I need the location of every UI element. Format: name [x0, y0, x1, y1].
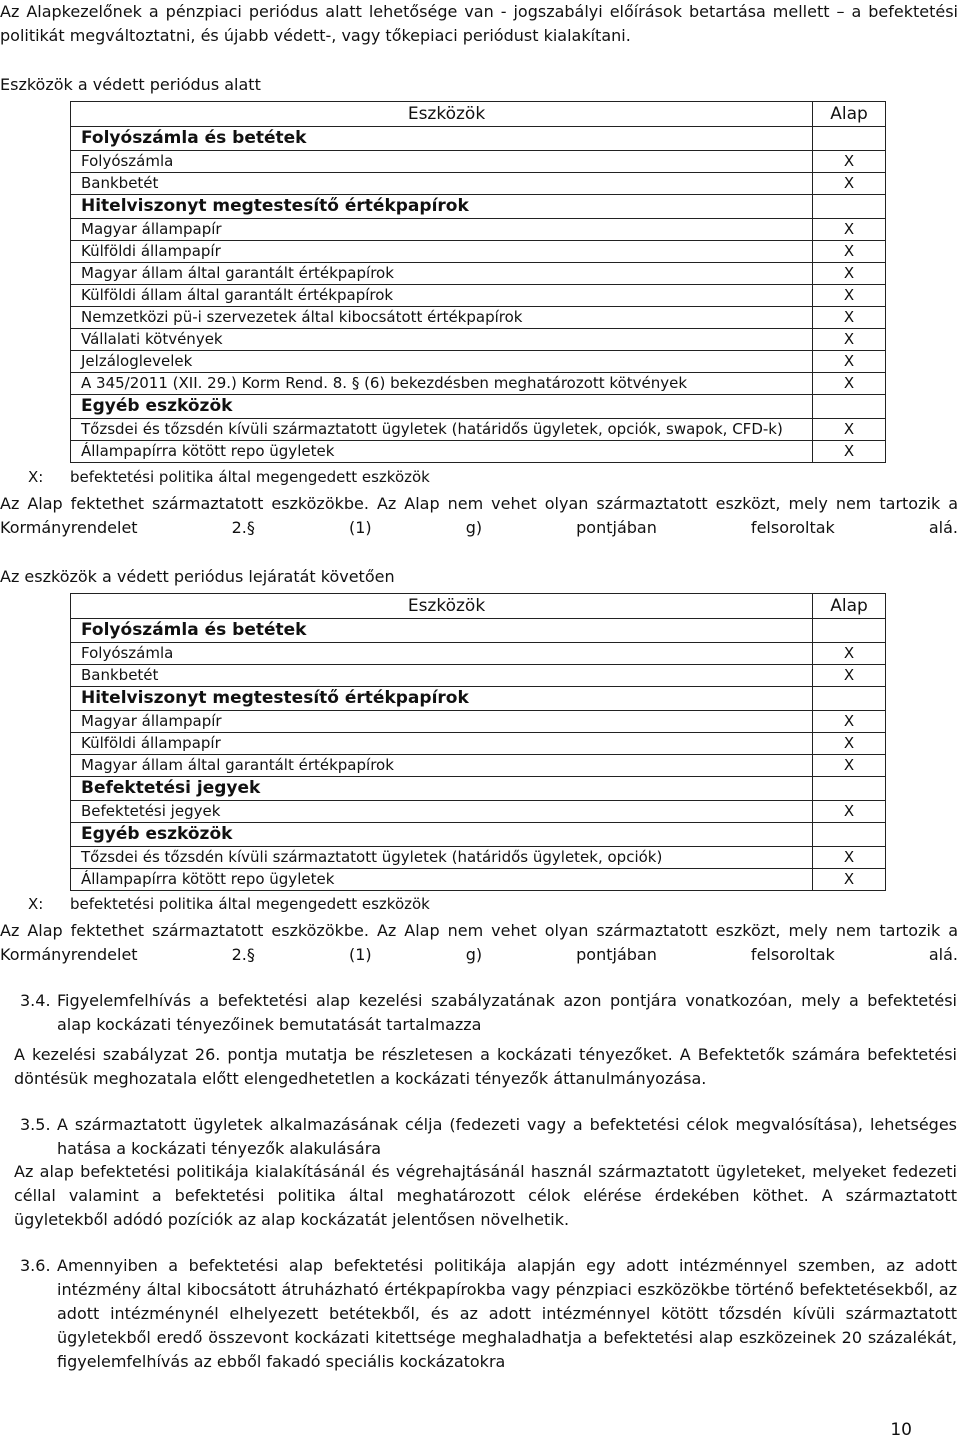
table-row [71, 173, 886, 195]
table-row [71, 285, 886, 307]
asset-label: Állampapírra kötött repo ügyletek [71, 441, 813, 463]
column-header-fund: Alap [813, 102, 886, 127]
section2-note: Az Alap fektethet származtatott eszközökbe. Az Alap nem vehet olyan származtatott eszközt, mely nem tartozik a Kormányrendelet 2.§ (1) g) pontjában felsoroltak alá. [0, 921, 958, 964]
asset-label: Állampapírra kötött repo ügyletek [71, 869, 813, 891]
table-row [71, 665, 886, 687]
allowed-mark [813, 777, 886, 801]
item-3-5-title: A származtatott ügyletek alkalmazásának célja (fedezeti vagy a befektetési célok megvalósítása), lehetséges hatása a kockázati tényezők alakulására [57, 1115, 957, 1158]
asset-label: Magyar állampapír [71, 219, 813, 241]
allowed-mark: X [813, 869, 886, 891]
allowed-mark [813, 395, 886, 419]
asset-label: A 345/2011 (XII. 29.) Korm Rend. 8. § (6) bekezdésben meghatározott kötvények [71, 373, 813, 395]
table-category-row [71, 395, 886, 419]
table-row [71, 711, 886, 733]
allowed-mark [813, 127, 886, 151]
assets-table-after-protected-period [70, 593, 886, 891]
allowed-mark: X [813, 441, 886, 463]
allowed-mark: X [813, 711, 886, 733]
asset-label: Magyar állam által garantált értékpapírok [71, 755, 813, 777]
item-3-5-body: Az alap befektetési politikája kialakításánál és végrehajtásánál használ származtatott ügyleteket, melyeket fedezeti céllal valamint a befektetési politika által meghatározott célok elérése érdekében köthet. A származtatott ügyletekből adódó pozíciók az alap kockázatát jelentősen növelhetik. [14, 1162, 957, 1229]
table-row [71, 307, 886, 329]
asset-label: Külföldi állampapír [71, 733, 813, 755]
item-3-6-title: Amennyiben a befektetési alap befektetési politikája alapján egy adott intézménnyel szemben, az adott intézmény által kibocsátott átruházható értékpapírokba vagy pénzpiaci eszközökbe történő befektetésekből, az adott intézménynél elhelyezett betétekből, és az adott intézménnyel kötött tőzsdén kívüli származtatott ügyletekből eredő összevont kockázati kitettsége meghaladhatja a befektetési alap eszközeinek 20 százalékát, figyelemfelhívás az ebből fakadó speciális kockázatokra [57, 1256, 957, 1371]
column-header-assets: Eszközök [71, 594, 813, 619]
allowed-mark: X [813, 329, 886, 351]
table-row [71, 801, 886, 823]
category-label: Hitelviszonyt megtestesítő értékpapírok [71, 687, 813, 711]
item-3-6-number: 3.6. [20, 1256, 51, 1275]
table-category-row [71, 127, 886, 151]
table-row [71, 755, 886, 777]
allowed-mark: X [813, 241, 886, 263]
table-row [71, 847, 886, 869]
item-3-4-title: Figyelemfelhívás a befektetési alap kezelési szabályzatának azon pontjára vonatkozóan, mely a befektetési alap kockázati tényezőinek bemutatását tartalmazza [57, 991, 957, 1034]
asset-label: Magyar állam által garantált értékpapírok [71, 263, 813, 285]
column-header-assets: Eszközök [71, 102, 813, 127]
allowed-mark: X [813, 755, 886, 777]
table-row [71, 419, 886, 441]
table-row [71, 351, 886, 373]
table-row [71, 151, 886, 173]
asset-label: Tőzsdei és tőzsdén kívüli származtatott ügyletek (határidős ügyletek, opciók, swapok, CFD-k) [71, 419, 813, 441]
asset-label: Folyószámla [71, 151, 813, 173]
assets-table-protected-period [70, 101, 886, 463]
table-row [71, 373, 886, 395]
asset-label: Magyar állampapír [71, 711, 813, 733]
asset-label: Külföldi állampapír [71, 241, 813, 263]
allowed-mark: X [813, 665, 886, 687]
asset-label: Folyószámla [71, 643, 813, 665]
allowed-mark [813, 823, 886, 847]
allowed-mark: X [813, 307, 886, 329]
allowed-mark: X [813, 285, 886, 307]
legend-key: X: [28, 895, 44, 913]
table-category-row [71, 687, 886, 711]
allowed-mark: X [813, 733, 886, 755]
asset-label: Nemzetközi pü-i szervezetek által kibocsátott értékpapírok [71, 307, 813, 329]
item-3-4-number: 3.4. [20, 991, 51, 1010]
category-label: Folyószámla és betétek [71, 127, 813, 151]
category-label: Befektetési jegyek [71, 777, 813, 801]
item-3-5-number: 3.5. [20, 1115, 51, 1134]
table-row [71, 241, 886, 263]
table-header-row [71, 594, 886, 619]
table-header-row [71, 102, 886, 127]
allowed-mark [813, 687, 886, 711]
table-row [71, 733, 886, 755]
section2-heading: Az eszközök a védett periódus lejáratát követően [0, 567, 395, 586]
column-header-fund: Alap [813, 594, 886, 619]
table-row [71, 329, 886, 351]
table-category-row [71, 777, 886, 801]
allowed-mark: X [813, 419, 886, 441]
table-row [71, 219, 886, 241]
asset-label: Befektetési jegyek [71, 801, 813, 823]
table-category-row [71, 195, 886, 219]
allowed-mark: X [813, 173, 886, 195]
allowed-mark: X [813, 351, 886, 373]
allowed-mark: X [813, 263, 886, 285]
legend-text: befektetési politika által megengedett eszközök [70, 895, 430, 913]
allowed-mark [813, 619, 886, 643]
category-label: Folyószámla és betétek [71, 619, 813, 643]
intro-paragraph: Az Alapkezelőnek a pénzpiaci periódus alatt lehetősége van - jogszabályi előírások betartása mellett – a befektetési politikát megváltoztatni, és újabb védett-, vagy tőkepiaci periódust kialakítani. [0, 2, 958, 45]
section1-note: Az Alap fektethet származtatott eszközökbe. Az Alap nem vehet olyan származtatott eszközt, mely nem tartozik a Kormányrendelet 2.§ (1) g) pontjában felsoroltak alá. [0, 494, 958, 537]
legend-text: befektetési politika által megengedett eszközök [70, 468, 430, 486]
asset-label: Tőzsdei és tőzsdén kívüli származtatott ügyletek (határidős ügyletek, opciók) [71, 847, 813, 869]
allowed-mark: X [813, 643, 886, 665]
legend-key: X: [28, 468, 44, 486]
section1-heading: Eszközök a védett periódus alatt [0, 75, 261, 94]
allowed-mark [813, 195, 886, 219]
asset-label: Bankbetét [71, 665, 813, 687]
category-label: Egyéb eszközök [71, 823, 813, 847]
allowed-mark: X [813, 373, 886, 395]
allowed-mark: X [813, 847, 886, 869]
table-row [71, 643, 886, 665]
table-category-row [71, 823, 886, 847]
page-number: 10 [890, 1420, 912, 1440]
allowed-mark: X [813, 219, 886, 241]
asset-label: Jelzáloglevelek [71, 351, 813, 373]
table-row [71, 263, 886, 285]
allowed-mark: X [813, 801, 886, 823]
table-row [71, 869, 886, 891]
item-3-4-body: A kezelési szabályzat 26. pontja mutatja be részletesen a kockázati tényezőket. A Befektetők számára befektetési döntésük meghozatala előtt elengedhetetlen a kockázati tényezők áttanulmányozása. [14, 1045, 957, 1088]
table-category-row [71, 619, 886, 643]
allowed-mark: X [813, 151, 886, 173]
asset-label: Vállalati kötvények [71, 329, 813, 351]
asset-label: Külföldi állam által garantált értékpapírok [71, 285, 813, 307]
asset-label: Bankbetét [71, 173, 813, 195]
category-label: Egyéb eszközök [71, 395, 813, 419]
category-label: Hitelviszonyt megtestesítő értékpapírok [71, 195, 813, 219]
table-row [71, 441, 886, 463]
